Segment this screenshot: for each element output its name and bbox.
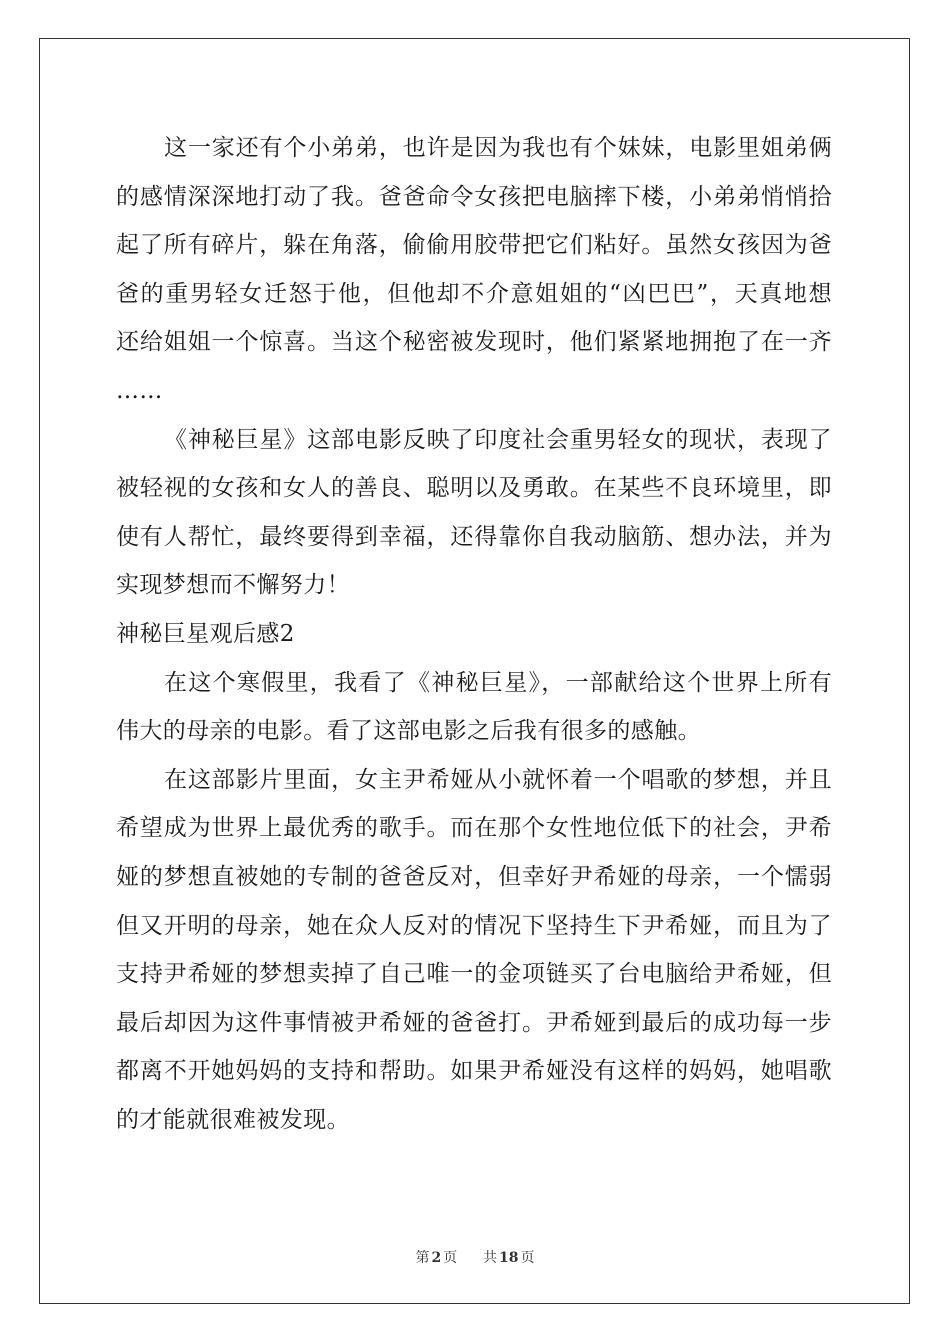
total-suffix: 页 — [520, 1250, 535, 1266]
page-suffix: 页 — [443, 1250, 458, 1266]
page-current: 2 — [431, 1250, 442, 1266]
page-indicator — [413, 1250, 459, 1266]
paragraph-line: 最后却因为这件事情被尹希娅的爸爸打。尹希娅到最后的成功每一步 — [116, 1009, 832, 1036]
paragraph-line: 支持尹希娅的梦想卖掉了自己唯一的金项链买了台电脑给尹希娅，但 — [116, 961, 832, 988]
paragraph-line: 起了所有碎片，躲在角落，偷偷用胶带把它们粘好。虽然女孩因为爸 — [116, 232, 832, 259]
paragraph-line: 《神秘巨星》这部电影反映了印度社会重男轻女的现状，表现了 — [164, 426, 832, 453]
section-heading: 神秘巨星观后感2 — [116, 620, 295, 647]
total-prefix: 共 — [483, 1250, 498, 1266]
paragraph-line: 在这部影片里面，女主尹希娅从小就怀着一个唱歌的梦想，并且 — [164, 766, 832, 793]
total-pages-indicator — [481, 1250, 536, 1266]
paragraph-line: 的感情深深地打动了我。爸爸命令女孩把电脑摔下楼，小弟弟悄悄拾 — [116, 183, 832, 210]
paragraph-line: 的才能就很难被发现。 — [116, 1106, 350, 1133]
paragraph-line: 娅的梦想直被她的专制的爸爸反对，但幸好尹希娅的母亲，一个懦弱 — [116, 863, 832, 890]
paragraph-line: 伟大的母亲的电影。看了这部电影之后我有很多的感触。 — [116, 718, 701, 745]
paragraph-line: 使有人帮忙，最终要得到幸福，还得靠你自我动脑筋、想办法，并为 — [116, 523, 832, 550]
paragraph-line: 都离不开她妈妈的支持和帮助。如果尹希娅没有这样的妈妈，她唱歌 — [116, 1058, 832, 1085]
paragraph-line: 爸的重男轻女迁怒于他，但他却不介意姐姐的“凶巴巴”，天真地想 — [116, 280, 832, 307]
paragraph-line: 但又开明的母亲，她在众人反对的情况下坚持生下尹希娅，而且为了 — [116, 912, 832, 939]
total-pages: 18 — [499, 1250, 519, 1266]
paragraph-line: 希望成为世界上最优秀的歌手。而在那个女性地位低下的社会，尹希 — [116, 815, 832, 842]
paragraph-line: 还给姐姐一个惊喜。当这个秘密被发现时，他们紧紧地拥抱了在一齐 — [116, 329, 832, 356]
paragraph-line: 被轻视的女孩和女人的善良、聪明以及勇敢。在某些不良环境里，即 — [116, 475, 832, 502]
page-footer — [0, 1247, 950, 1267]
paragraph-line: 这一家还有个小弟弟，也许是因为我也有个妹妹，电影里姐弟俩 — [164, 135, 832, 161]
paragraph-line: 在这个寒假里，我看了《神秘巨星》，一部献给这个世界上所有 — [164, 669, 832, 696]
page-prefix: 第 — [415, 1250, 430, 1266]
document-body — [116, 124, 832, 1144]
paragraph-line: 实现梦想而不懈努力！ — [116, 572, 350, 599]
paragraph-line: …… — [116, 377, 163, 404]
